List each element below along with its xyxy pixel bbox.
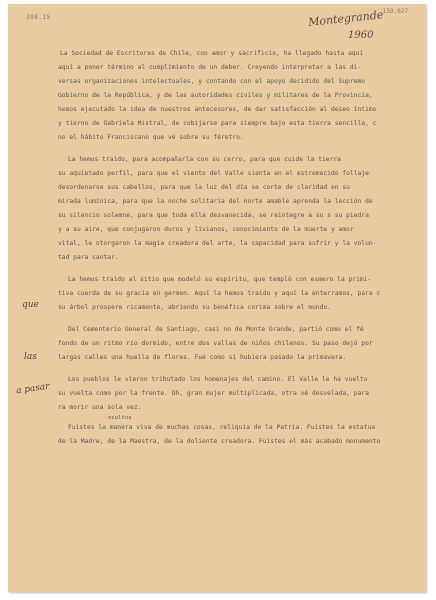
text-line: su silencio solemne, para que toda ella desvanecida, se reintegre a su s su piedra <box>58 212 369 219</box>
text-line: no el hábito Franciscano que vé sobre su féretro. <box>58 134 244 141</box>
text-line: Gobierno de la República, y de las autoridades civiles y militares de la Provincia, <box>58 92 373 99</box>
text-line: vital, le otorgaron la magia creadora del arte, la capacidad para sufrir y la volun- <box>58 240 377 247</box>
text-line: aquí a poner término al cumplimiento de un deber. Creyendo interpretar a las di- <box>58 64 362 71</box>
interline-correction: ocultos <box>108 415 132 421</box>
handwritten-year: 1960 <box>348 30 374 41</box>
text-line: de la Madre, de la Maestra, de la doliente creadora. Fuistes el más acabado monumento <box>58 438 381 445</box>
text-line: su árbol prospere ricamente, abriendo su benéfica corima sobre el mundo. <box>58 304 331 311</box>
margin-note-a-pasar: a pasar <box>15 381 51 397</box>
margin-note-las: las <box>24 352 37 362</box>
text-line: desordenarse sus cabellos, para que la luz del día se corte de claridad en su <box>58 184 350 191</box>
text-line: La hemos traído al sitio que modeló su espíritu, que templó con esmero la primi- <box>68 276 372 283</box>
archive-code-right: 159.027 <box>382 8 408 15</box>
text-line: tiva cuerda de su gracia en germen. Aquí la hemos traído y aquí la enterramos, para c <box>58 290 381 297</box>
text-line: ra morir una sola vez. <box>58 404 142 411</box>
text-line: Fuistes la manera viva de muchas cosas, reliquia de la Patria. Fuistes la estatua <box>68 424 376 431</box>
text-line: tad para cantar. <box>58 254 119 261</box>
text-line: mirada lumínica, para que la noche solitaria del norte amable aprenda la lección de <box>58 198 373 205</box>
text-line: y a su aire, que conjugaron duros y livianos, conocimiento de la muerte y amor <box>58 226 354 233</box>
handwritten-title: Montegrande <box>307 8 384 29</box>
margin-note-que: que <box>22 300 39 310</box>
text-line: hemos ejecutado la idea de nuestros antecesores, de dar satisfacción al deseo íntimo <box>58 106 377 113</box>
text-line: La Sociedad de Escritores de Chile, con amor y sacrificio, ha llegado hasta aqui <box>60 50 364 57</box>
text-line: y tierno de Gabriela Mistral, de cobijarse para siempre bajo esta tierra sencilla, c <box>58 120 377 127</box>
text-line: versas organizaciones intelectuales, y contando con el apoyo decidido del Supremo <box>58 78 366 85</box>
document-page <box>8 4 426 592</box>
text-line: largas calles una huella de flores. Fué como si hubiera pasado la primavera. <box>58 354 347 361</box>
archive-code-left: 398.15 <box>26 14 51 21</box>
text-line: su aquietado perfil, para que el viento del Valle sienta en el estremecido follaje <box>58 170 369 177</box>
text-line: fondo de un ritmo río dormido, entre dos vallas de niños chilenos. Su paso dejó por <box>58 340 373 347</box>
text-line: su vuelta como por la frente. Oh, gran mujer multiplicada, otra vé desvelada, para <box>58 390 369 397</box>
text-line: Del Cementerio General de Santiago, casi no de Monte Grande, partió como el fé <box>68 326 364 333</box>
text-line: Los pueblos le vieron tributado los homenajes del camino. El Valle le ha vuelto <box>68 376 368 383</box>
text-line: La hemos traído, para acompañarla con su cerro, para que cuide la tierra <box>68 156 341 163</box>
